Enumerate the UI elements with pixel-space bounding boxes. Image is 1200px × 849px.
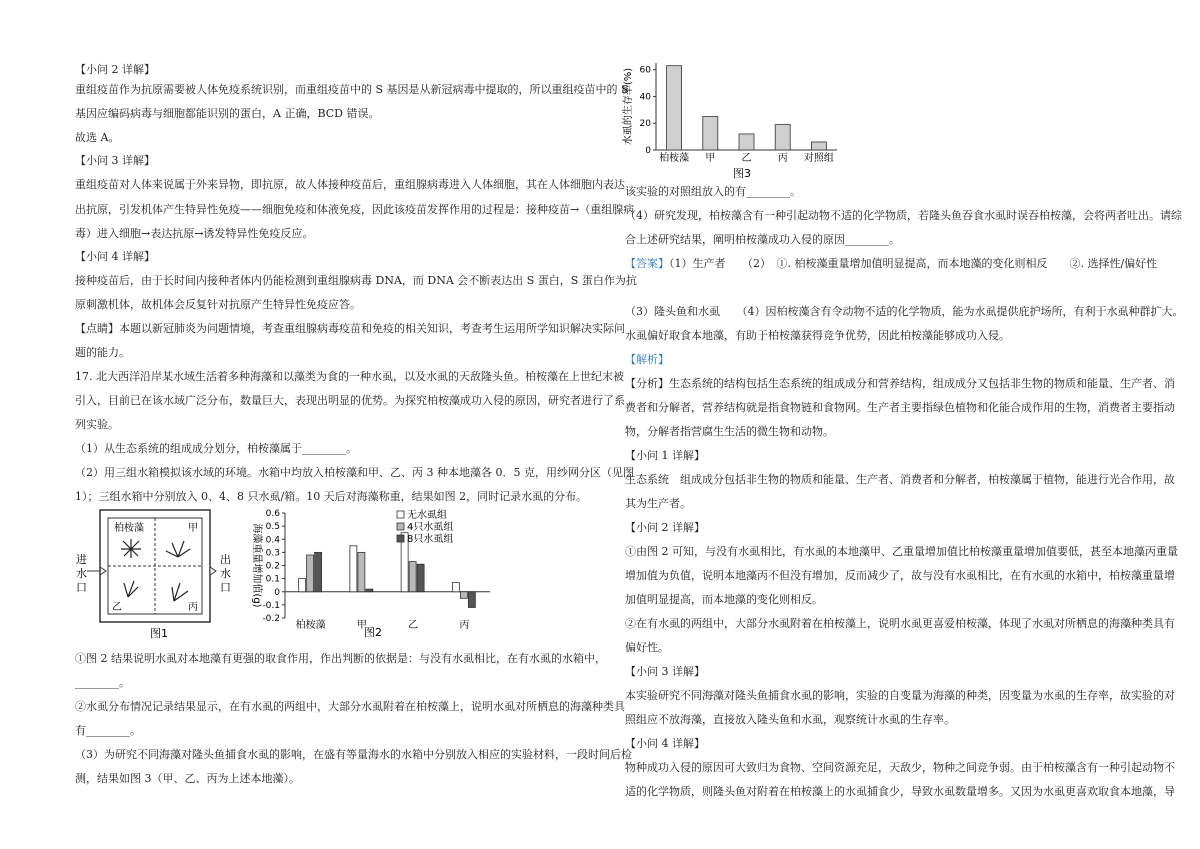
bar (811, 142, 826, 150)
text-line: 1）；三组水箱中分别放入 0、4、8 只水虱/箱。10 天后对海藻称重，结果如图 2，同时记录水虱的分布。 (75, 490, 588, 503)
text-line: 17. 北大西洋沿岸某水域生活着多种海藻和以藻类为食的一种水虱，以及水虱的天敌隆头鱼。柏桉藻在上世纪末被 (75, 370, 624, 383)
text-line: 列实验。 (75, 418, 119, 431)
figure-caption: 图1 (150, 627, 168, 640)
text-line: （3）隆头鱼和水虱 （4）因柏桉藻含有令动物不适的化学物质，能为水虱提供庇护场所，有利于水虱种群扩大。 (625, 305, 1184, 318)
cell-label: 甲 (188, 523, 198, 534)
bar (703, 117, 718, 150)
answer-text: （1）生产者 （2） ①. 柏桉藻重量增加值明显提高，而本地藻的变化则相反 ②. 选择性/偏好性 (669, 257, 1158, 270)
text-line: 【小问 3 详解】 (75, 154, 155, 167)
text-line: 【分析】生态系统的结构包括生态系统的组成成分和营养结构，组成成分又包括非生物的物质和能量、生产者、消 (625, 377, 1175, 390)
text-line: 基因应编码病毒与细胞都能识别的蛋白，A 正确，BCD 错误。 (75, 107, 380, 120)
bar (417, 564, 424, 592)
text-line: 引入，目前已在该水域广泛分布，数量巨大，表现出明显的优势。为探究柏桉藻成功入侵的原因，研究者进行了系 (75, 394, 625, 407)
x-tick-label: 丙 (777, 153, 788, 164)
y-tick-label: 60 (639, 65, 651, 76)
bar (460, 592, 467, 599)
x-tick-label: 乙 (408, 620, 419, 631)
y-tick-label: -0.2 (262, 614, 280, 624)
y-tick-label: 0 (645, 146, 651, 156)
cell-label: 柏桉藻 (114, 523, 144, 534)
bar (452, 583, 459, 592)
x-tick-label: 柏桉藻 (659, 153, 690, 164)
text-line: 生态系统 组成成分包括非生物的物质和能量、生产者、消费者和分解者，柏桉藻属于植物，能进行光合作用，故 (625, 473, 1175, 486)
inlet-label: 进 (76, 553, 87, 566)
text-line: ①由图 2 可知，与没有水虱相比，有水虱的本地藻甲、乙重量增加值比柏桉藻重量增加值要低，甚至本地藻丙重量 (625, 545, 1178, 558)
text-line: 重组疫苗作为抗原需要被人体免疫系统识别，而重组疫苗中的 S 基因是从新冠病毒中提取的，所以重组疫苗中的 S (75, 83, 629, 96)
text-line: （2）用三组水箱模拟该水域的环境。水箱中均放入柏桉藻和甲、乙、丙 3 种本地藻各 0．5 克，用纱网分区（见图 (75, 466, 634, 479)
inlet-label: 口 (76, 581, 87, 594)
answer-tag: 【答案】 (625, 257, 669, 270)
bar (358, 552, 365, 591)
text-line: 测，结果如图 3（甲、乙、丙为上述本地藻）。 (75, 772, 300, 785)
text-line: 本实验研究不同海藻对隆头鱼捕食水虱的影响，实验的自变量为海藻的种类，因变量为水虱的生存率，故实验的对 (625, 689, 1175, 702)
text-line: 费者和分解者，营养结构就是指食物链和食物网。生产者主要指绿色植物和化能合成作用的生物，消费者主要指动 (625, 401, 1175, 414)
text-line: 故选 A。 (75, 131, 120, 144)
legend-label: 8只水虱组 (407, 534, 454, 545)
text-line: 增加值为负值，说明本地藻丙不但没有增加，反而减少了，故与没有水虱相比，在有水虱的水箱中，柏桉藻重量增 (625, 569, 1175, 582)
text-line: 物，分解者指营腐生生活的微生物和动物。 (625, 425, 834, 438)
y-tick-label: 40 (639, 92, 651, 103)
text-line: ②水虱分布情况记录结果显示，在有水虱的两组中，大部分水虱附着在柏桉藻上，说明水虱对所栖息的海藻种类具 (75, 700, 625, 713)
bar (468, 592, 475, 608)
y-tick-label: 0.1 (265, 574, 280, 585)
legend-label: 4只水虱组 (407, 522, 454, 533)
text-line: 适的化学物质，则隆头鱼对附着在柏桉藻上的水虱捕食少，导致水虱数量增多。又因为水虱更喜欢取食本地藻，导 (625, 785, 1175, 798)
text-line: 【小问 2 详解】 (75, 63, 155, 76)
bar (307, 555, 314, 592)
text-line: 【点睛】本题以新冠肺炎为问题情境，考查重组腺病毒疫苗和免疫的相关知识，考查考生运用所学知识解决实际问 (75, 322, 625, 335)
text-line: 该实验的对照组放入的有________。 (625, 185, 801, 198)
x-tick-label: 柏桉藻 (295, 620, 326, 631)
text-line: 照组应不放海藻，直接放入隆头鱼和水虱，观察统计水虱的生存率。 (625, 713, 955, 726)
text-line: 【小问 2 详解】 (625, 521, 705, 534)
y-tick-label: 0.5 (265, 522, 280, 533)
text-line: 【小问 1 详解】 (625, 449, 705, 462)
text-line: 偏好性。 (625, 641, 669, 654)
answer-line (625, 257, 1157, 271)
outlet-label: 口 (220, 581, 231, 594)
legend-label: 无水虱组 (407, 510, 447, 521)
text-line: 【小问 4 详解】 (625, 737, 705, 750)
figure-3-chart (622, 55, 852, 180)
text-line: 水虱偏好取食本地藻，有助于柏桉藻获得竞争优势，因此柏桉藻能够成功入侵。 (625, 329, 1010, 342)
outlet-label: 水 (220, 567, 231, 580)
y-tick-label: 0.3 (265, 548, 280, 559)
inlet-arrowhead (100, 567, 106, 575)
y-tick-label: 0 (274, 587, 280, 598)
text-line: ________。 (75, 676, 130, 689)
text-line: 毒）进入细胞→表达抗原→诱发特异性免疫反应。 (75, 227, 314, 240)
y-tick-label: 0.2 (265, 561, 280, 572)
text-line: 【小问 3 详解】 (625, 665, 705, 678)
text-line: （3）为研究不同海藻对隆头鱼捕食水虱的影响，在盛有等量海水的水箱中分别放入相应的实验材料，一段时间后检 (75, 748, 632, 761)
text-line: 有________。 (75, 724, 141, 737)
legend-swatch (397, 523, 404, 530)
analysis-tag: 【解析】 (625, 353, 669, 366)
figure-2-chart (245, 505, 505, 643)
bar (667, 66, 682, 150)
text-line: 其为生产者。 (625, 497, 691, 510)
outlet-arrowhead (210, 567, 216, 575)
text-line: ②在有水虱的两组中，大部分水虱附着在柏桉藻上，说明水虱更喜爱柏桉藻，体现了水虱对所栖息的海藻种类具有 (625, 617, 1175, 630)
text-line: （1）从生态系统的组成成分划分，柏桉藻属于________。 (75, 442, 357, 455)
bar (315, 552, 322, 591)
x-tick-label: 丙 (459, 620, 470, 631)
text-line: 重组疫苗对人体来说属于外来异物，即抗原，故人体接种疫苗后，重组腺病毒进入人体细胞，其在人体细胞内表达 (75, 178, 625, 191)
y-tick-label: 20 (639, 119, 651, 130)
x-tick-label: 甲 (356, 620, 367, 631)
text-line: 题的能力。 (75, 346, 130, 359)
figure-1 (70, 505, 240, 643)
x-tick-label: 对照组 (803, 153, 834, 164)
text-line: 接种疫苗后，由于长时间内接种者体内仍能检测到重组腺病毒 DNA，而 DNA 会不断表达出 S 蛋白，S 蛋白作为抗 (75, 274, 637, 287)
y-axis-label: 海藻重量增加值(g) (251, 523, 262, 608)
bar (299, 579, 306, 592)
bar (409, 562, 416, 592)
text-line: 物种成功入侵的原因可大致归为食物、空间资源充足，天敌少，物种之间竞争弱。由于柏桉藻含有一种引起动物不 (625, 761, 1175, 774)
x-tick-label: 甲 (705, 153, 716, 164)
outlet-label: 出 (220, 553, 231, 566)
text-line: 出抗原，引发机体产生特异性免疫——细胞免疫和体液免疫，因此该疫苗发挥作用的过程是：接种疫苗→（重组腺病 (75, 203, 635, 216)
bar (739, 134, 754, 150)
legend-swatch (397, 535, 404, 542)
y-tick-label: -0.1 (262, 600, 280, 611)
text-line: 原刺激机体，故机体会反复针对抗原产生特异性免疫应答。 (75, 298, 361, 311)
x-tick-label: 乙 (741, 153, 752, 164)
bar (366, 589, 373, 592)
legend-swatch (397, 511, 404, 518)
y-tick-label: 0.6 (265, 509, 280, 519)
bar (350, 546, 357, 592)
text-line: 加值明显提高，而本地藻的变化则相反。 (625, 593, 823, 606)
text-line: ①图 2 结果说明水虱对本地藻有更强的取食作用，作出判断的依据是：与没有水虱相比，在有水虱的水箱中， (75, 652, 606, 665)
text-line: 合上述研究结果，阐明柏桉藻成功入侵的原因________。 (625, 233, 900, 246)
text-line: 【小问 4 详解】 (75, 250, 155, 263)
bar (775, 125, 790, 150)
y-axis-label: 水虱的生存率(%) (623, 67, 634, 146)
cell-label: 丙 (188, 602, 198, 613)
inlet-label: 水 (76, 567, 87, 580)
text-line: （4）研究发现，柏桉藻含有一种引起动物不适的化学物质，若隆头鱼吞食水虱时误吞柏桉藻，会将两者吐出。请综 (625, 209, 1182, 222)
y-tick-label: 0.4 (265, 535, 280, 546)
figure-caption: 图3 (733, 167, 751, 180)
cell-label: 乙 (112, 602, 122, 613)
figure-caption: 图2 (364, 626, 382, 639)
